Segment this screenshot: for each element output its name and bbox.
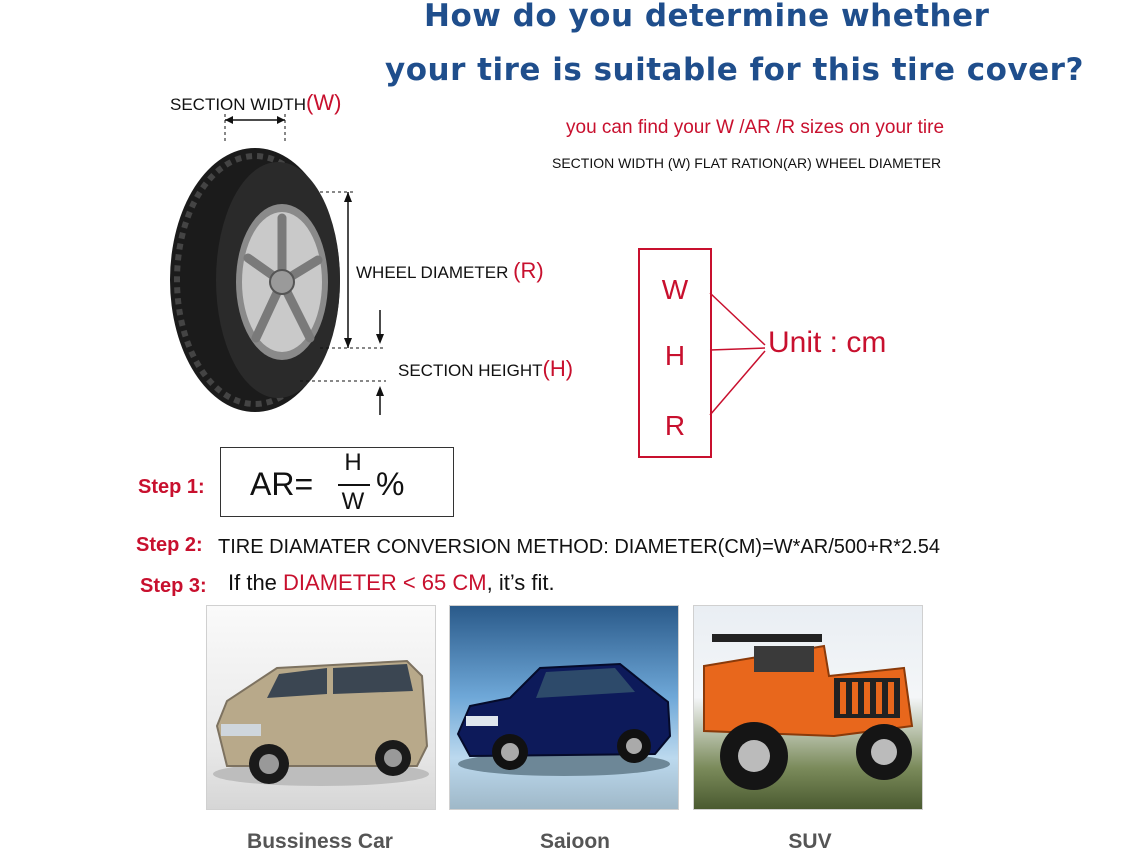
section-width-text: SECTION WIDTH bbox=[170, 95, 306, 114]
wheel-diameter-text: WHEEL DIAMETER bbox=[356, 263, 509, 282]
caption-business-car: Bussiness Car bbox=[247, 830, 393, 853]
unit-label: Unit : cm bbox=[768, 326, 887, 359]
step2-text: TIRE DIAMATER CONVERSION METHOD: DIAMETER(CM)=W*AR/500+R*2.54 bbox=[218, 536, 940, 558]
section-width-letter: (W) bbox=[306, 90, 342, 115]
business-car-image bbox=[206, 605, 436, 810]
unit-letter-r: R bbox=[664, 410, 686, 441]
saloon-car-image bbox=[449, 605, 679, 810]
step3-pre: If the bbox=[228, 570, 277, 595]
formula-denominator: W bbox=[341, 488, 365, 515]
subtitle: you can find your W /AR /R sizes on your tire bbox=[566, 117, 945, 138]
wheel-diameter-label bbox=[356, 258, 544, 284]
caption-suv: SUV bbox=[788, 830, 832, 853]
formula-ar: AR= bbox=[250, 466, 314, 502]
suv-image bbox=[693, 605, 923, 810]
step3-label: Step 3: bbox=[140, 575, 207, 597]
sedan-icon bbox=[450, 606, 678, 809]
tire-icon bbox=[170, 148, 340, 412]
formula-numerator: H bbox=[344, 449, 362, 476]
caption-saloon: Saioon bbox=[539, 830, 610, 853]
title-line-1: How do you determine whether bbox=[424, 0, 990, 34]
fraction-bar bbox=[338, 484, 370, 486]
width-arrow-right bbox=[277, 116, 285, 124]
unit-brace bbox=[705, 285, 775, 425]
section-height-text: SECTION HEIGHT bbox=[398, 361, 543, 380]
step3-text bbox=[228, 570, 555, 596]
title-line-2: your tire is suitable for this tire cover? bbox=[385, 52, 1084, 88]
jeep-icon bbox=[694, 606, 922, 809]
step1-label: Step 1: bbox=[138, 476, 205, 498]
width-arrow-left bbox=[225, 116, 233, 124]
section-height-label bbox=[398, 356, 573, 382]
sizes-legend: SECTION WIDTH (W) FLAT RATION(AR) WHEEL DIAMETER bbox=[552, 155, 942, 171]
step3-post: , it’s fit. bbox=[486, 570, 555, 595]
section-height-letter: (H) bbox=[542, 356, 574, 381]
unit-letter-h: H bbox=[664, 340, 686, 371]
formula-percent: % bbox=[376, 466, 405, 502]
step2-label: Step 2: bbox=[136, 534, 203, 556]
unit-letter-w: W bbox=[661, 274, 689, 305]
wheel-diameter-letter: (R) bbox=[513, 258, 544, 283]
step3-highlight: DIAMETER < 65 CM bbox=[283, 570, 487, 595]
van-icon bbox=[207, 606, 435, 809]
